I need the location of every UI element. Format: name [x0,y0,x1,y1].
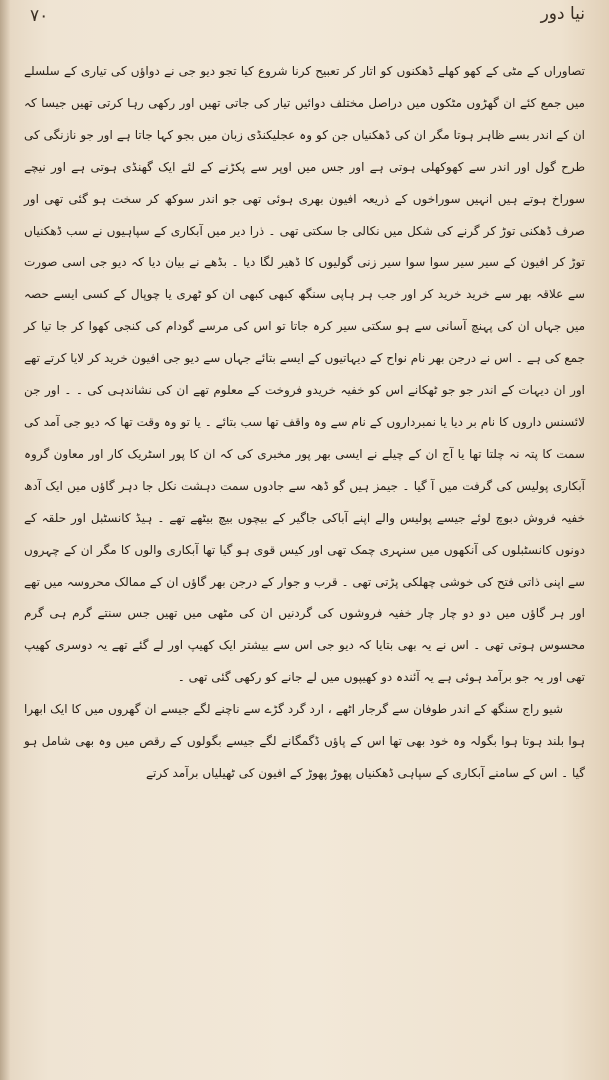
page-number: ۷۰ [30,6,49,26]
page-header [18,4,591,32]
body-text [24,56,585,1040]
paragraph-1: تصاوراں کے مٹی کے کھو کھلے ڈھکنوں کو اتار کر تعبیح کرنا شروع کیا تجو دیو جی نے دواؤں کی تیاری کے سلسلے میں جمع کئے ان گھڑوں مٹکوں میں دراصل مختلف دوائیں تیار کی جاتی تھیں اور رکھی رہا کرتی تھیں جیسا کہ ان کے اندر بسے ظاہر ہوتا مگر ان کی ڈھکنیاں جن کو وہ عجلیکنڈی زبان میں بجو کہا جاتا ہے اور جو نازنگی کی طرح گول اور اندر سے کھوکھلی ہوتی ہے اور جس میں اوپر سے پکڑنے کے لئے ایک گھنڈی ہوتی ہے اور نیچے سوراخ ہوتے ہیں انہیں سوراخوں کے ذریعہ افیون بھری ہوئی تھی جو اندر سوکھ کر سخت ہو گئی تھی اور صرف ڈھکنی توڑ کر گرنے کی شکل میں نکالی جا سکتی تھی ۔ ذرا دیر میں آبکاری کے سپاہیوں نے سب ڈھکنیاں توڑ کر افیون کے سیر سیر سوا سوا سیر زنی گولیوں کا ڈھیر لگا دیا ۔ بڈھے نے بیان دیا کہ دیو جی اسی صورت سے علاقہ بھر سے خرید خرید کر اور جب ہر ہاپی سنگھ کبھی کبھی ان کو ٹھری یا چوپال کے کسی ایسے حصہ میں جہاں ان کی پہنچ آسانی سے ہو سکتی سیر کرہ جاتا تو اس کی مرسے گودام کی کنجی کھوا کر جا تیا کر جمع کی ہے ۔ اس نے درجن بھر نام نواح کے دیہاتیوں کے ایسے بتائے جہاں سے دیو جی افیون خرید کر لایا کرتے تھے اور ان دیہات کے اندر جو جو ٹھکانے اس کو خفیہ خریدو فروخت کے معلوم تھے ان کی نشاندہی کی ۔ ۔ اور جن لائسنس داروں کا نام بر دیا یا نمبرداروں کے نام سے وہ واقف تھا سب بتائے ۔ یا تو وہ وقت تھا کہ دیو جی آمد کی سمت کا پتہ نہ چلتا تھا یا آج ان کے چیلے نے ایسی بھر پور مخبری کی کہ ان کا پور اسٹریک کار اور معاون گروہ آبکاری پولیس کی گرفت میں آ گیا ۔ جیمز ہیں گو ڈھہ سے جادوں سمت دہشت نکل جا دہر گاؤں میں ایک آدھ خفیہ فروش دبوچ لوئے جیسے پولیس والے اپنے آباکی جاگیر کے بیچوں بیچ بیٹھے تھے ۔ ہیڈ کانسٹبل اور حلقہ کے دونوں کانسٹبلوں کی آنکھوں میں سنہری چمک تھی اور کیس قوی ہو گیا تھا آبکاری والوں کا مگر ان کے چہروں سے اپنی ذاتی فتح کی خوشی چھلکی پڑتی تھی ۔ قرب و جوار کے درجن بھر گاؤں ان کے ممالک محروسہ میں تھے اور ہر گاؤں میں دو دو چار چار خفیہ فروشوں کی گردنیں ان کی مٹھی میں تھیں جس سنتے گرم ہی گرم محسوس ہوتی تھی ۔ اس نے یہ بھی بتایا کہ دیو جی اس سے بیشتر ایک کھیپ اور لے گئے تھے یہ دوسری کھیپ تھی اور یہ جو برآمد ہوئی ہے یہ آئندہ دو کھیپوں میں لے جانے کو رکھی گئی تھی ۔ [24,64,585,685]
running-title: نیا دور [540,4,585,24]
paragraph-2: شیو راج سنگھ کے اندر طوفان سے گرجار اٹھے ، ارد گرد گڑے سے ناچنے لگے جیسے ان گھروں میں کا ایک ابھرا ہوا بلند ہوتا ہوا بگولہ وہ خود بھی تھا اس کے پاؤں ڈگمگانے لگے جیسے بگولوں کے رقص میں وہ بھی شامل ہو گیا ۔ اس کے سامنے آبکاری کے سپاہی ڈھکنیاں پھوڑ پھوڑ کے افیون کی ٹھیلیاں برآمد کرتے [24,702,585,780]
page-binding-shadow [0,0,10,1080]
